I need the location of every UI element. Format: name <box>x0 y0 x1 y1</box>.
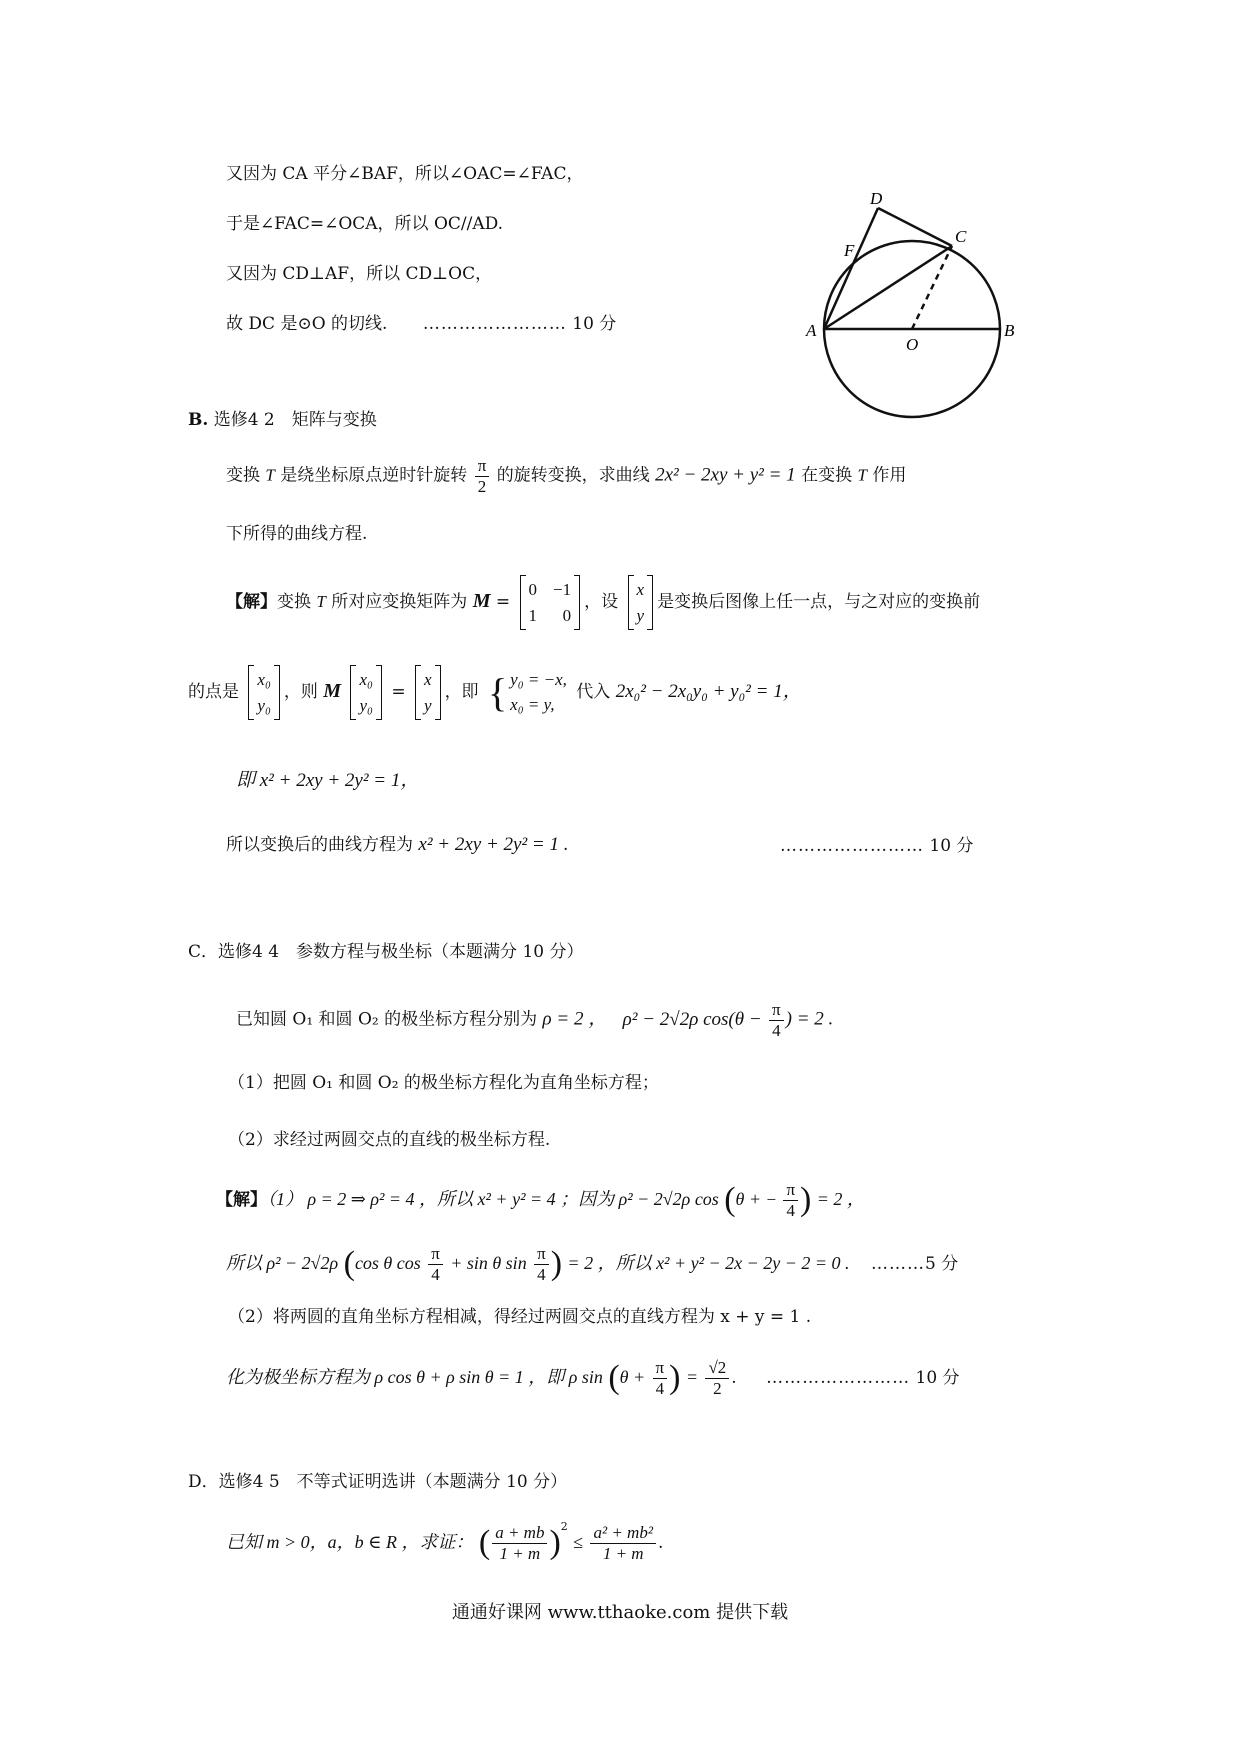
fraction-lhs: $\frac{a + mb}{1 + m}$ <box>492 1523 547 1563</box>
b-sol2-text1: 的点是 <box>188 682 239 702</box>
label-f: F <box>844 241 855 260</box>
b-sol-text1: 变换 <box>277 592 311 612</box>
vector-cell: y₀ <box>257 695 271 715</box>
c-question-2: （2）求经过两圆交点的直线的极坐标方程. <box>228 1130 551 1150</box>
score-a: 10 分 <box>572 314 617 334</box>
b-problem-line2: 下所得的曲线方程. <box>226 524 368 544</box>
c-solution-3: （2）将两圆的直角坐标方程相减，得经过两圆交点的直线方程为 x + y = 1 . <box>228 1307 812 1327</box>
c-solution-2: 所以 ρ² − 2√2ρ (cos θ cos $\frac{\pi}{4}$ + sin θ sin $\frac{\pi}{4}$ ) = 2 ，所以 x² + y² − 2x − 2y − 2 = 0 . ………5 分 <box>226 1244 959 1284</box>
vector-cell: x₀ <box>257 670 271 689</box>
c-eq2-end: ) = 2 . <box>785 1008 834 1030</box>
vector-cell: x <box>424 670 432 689</box>
proof-line-1: 又因为 CA 平分∠BAF，所以∠OAC=∠FAC， <box>226 164 584 184</box>
vector-cell: x₀ <box>359 670 373 689</box>
score-c-part1: 5 分 <box>924 1253 959 1274</box>
section-b-heading <box>188 410 377 430</box>
footer-source: 通通好课网 www.tthaoke.com 提供下载 <box>451 1602 789 1623</box>
section-b-title: 选修4 2 矩阵与变换 <box>213 410 377 430</box>
b-sol2-text3: ，即 <box>444 682 479 702</box>
fraction-pi-4: $\frac{\pi}{4}$ <box>769 1000 784 1040</box>
case-row: y₀ = −x, <box>510 669 567 689</box>
c-solution-tag: 【解】 <box>216 1189 267 1210</box>
c-theta: θ + <box>735 1188 762 1209</box>
matrix-cell: 1 <box>528 605 538 625</box>
label-c: C <box>955 227 967 246</box>
vector-x0y0 <box>248 665 279 720</box>
matrix-m-symbol-2: M <box>323 680 342 702</box>
c-s4-text: 化为极坐标方程为 ρ cos θ + ρ sin θ = 1 ，即 ρ sin <box>226 1366 603 1387</box>
b-sol-text4: 是变换后图像上任一点，与之对应的变换前 <box>657 592 981 612</box>
vector-cell: y <box>636 605 645 625</box>
score-c: 10 分 <box>915 1367 960 1388</box>
b-symbol-t: T <box>265 465 275 485</box>
proof-line-3: 又因为 CD⊥AF，所以 CD⊥OC， <box>226 264 493 284</box>
cases-system: { y₀ = −x, x₀ = y, <box>488 668 567 717</box>
vector-cell: x <box>636 580 645 599</box>
c-s4-end: = <box>685 1366 699 1387</box>
b-problem-post: 在变换 <box>801 465 853 486</box>
c-s2-end: = 2 ，所以 x² + y² − 2x − 2y − 2 = 0 . <box>567 1252 850 1273</box>
fraction-pi-4-d: $\frac{\pi}{4}$ <box>534 1244 549 1284</box>
b-problem-mid2: 的旋转变换，求曲线 <box>496 465 650 486</box>
b-sol2-text2: ，则 <box>283 682 318 702</box>
b-symbol-t3: T <box>316 592 326 611</box>
section-b-problem <box>226 456 906 496</box>
proof-line-4: 故 DC 是⊙O 的切线. …………………… 10 分 <box>226 314 617 334</box>
matrix-cell: 0 <box>528 580 538 599</box>
section-d-heading: D．选修4 5 不等式证明选讲（本题满分 10 分） <box>188 1472 568 1492</box>
c-solution-4: 化为极坐标方程为 ρ cos θ + ρ sin θ = 1 ，即 ρ sin (θ + $\frac{\pi}{4}$ ) = $\frac{√2}{2}$ . …………………… 10 分 <box>226 1358 960 1398</box>
b-curve-eq: 2x² − 2xy + y² = 1 <box>655 464 796 486</box>
c-eq2: ρ² − 2√2ρ cos(θ − <box>622 1008 762 1030</box>
b-sol4-eq: x² + 2xy + 2y² = 1 . <box>418 834 569 855</box>
b-solution-1: 【解】变换 T 所对应变换矩阵为 M = 0 −1 1 0 ，设 x y 是变换后图像上任一点，与之对应的变换前 <box>226 575 980 630</box>
b-solution-3: 即 x² + 2xy + 2y² = 1， <box>236 770 420 791</box>
fraction-pi-4-c: $\frac{\pi}{4}$ <box>428 1244 443 1284</box>
b-symbol-t2: T <box>857 465 867 485</box>
matrix-m <box>520 575 581 630</box>
section-c-heading: C．选修4 4 参数方程与极坐标（本题满分 10 分） <box>188 942 584 962</box>
b-problem-pre: 变换 <box>226 465 260 486</box>
c-s1-text: （1） ρ = 2 ⇒ ρ² = 4 ，所以 x² + y² = 4 ；因为 ρ² − 2√2ρ cos <box>267 1188 719 1209</box>
fraction-pi-4-b: $\frac{\pi}{4}$ <box>783 1180 798 1220</box>
proof-line-2: 于是∠FAC=∠OCA，所以 OC//AD. <box>226 214 504 234</box>
b-sol-text2: 所对应变换矩阵为 <box>331 592 468 612</box>
b-sol2-eq: 2x₀² − 2x₀y₀ + y₀² = 1， <box>615 681 802 702</box>
label-d: D <box>870 190 883 208</box>
score-b: 10 分 <box>929 836 974 856</box>
matrix-cell: 0 <box>562 605 572 625</box>
proof-conclusion: 故 DC 是⊙O 的切线. <box>226 314 388 334</box>
b-sol2-text4: 代入 <box>576 682 611 702</box>
fraction-rhs: $\frac{\text{a² + mb²}}{1 + m}$ <box>590 1523 655 1563</box>
circle-tangent-figure <box>800 190 1040 420</box>
vector-x0y0-2 <box>350 665 381 720</box>
c-problem-text: 已知圆 O₁ 和圆 O₂ 的极坐标方程分别为 <box>236 1009 538 1030</box>
vector-cell: y <box>424 695 432 715</box>
b-solution-tag: 【解】 <box>226 592 277 612</box>
c-s4-mid: θ + <box>619 1366 646 1387</box>
fraction-sqrt2-2: $\frac{√2}{2}$ <box>705 1358 729 1398</box>
c-question-1: （1）把圆 O₁ 和圆 O₂ 的极坐标方程化为直角坐标方程； <box>228 1073 659 1093</box>
d-problem: 已知 m > 0，a，b ∈ R ，求证： ( $\frac{a + mb}{1 + m}$ )$^2$ ≤ $\frac{\text{a² + mb²}}{1 + m}$ . <box>226 1520 664 1563</box>
vector-xy-2 <box>415 665 441 720</box>
c-s2-mid2: + sin θ sin <box>450 1252 527 1273</box>
matrix-m-symbol: M <box>472 590 491 612</box>
matrix-cell: −1 <box>553 580 572 599</box>
c-solution-1: 【解】（1） ρ = 2 ⇒ ρ² = 4 ，所以 x² + y² = 4 ；因为 ρ² − 2√2ρ cos (θ + − $\frac{\pi}{4}$ ) = 2 ， <box>216 1180 865 1220</box>
d-problem-text: 已知 m > 0，a，b ∈ R ，求证： <box>226 1532 474 1552</box>
label-o: O <box>906 335 919 354</box>
fraction-pi-4-e: $\frac{\pi}{4}$ <box>653 1358 668 1398</box>
c-s2-text: 所以 ρ² − 2√2ρ <box>226 1252 339 1273</box>
b-problem-post2: 作用 <box>872 465 907 486</box>
b-solution-2: 的点是 x₀ y₀ ，则 M x₀ y₀ = x y ，即 { y₀ = −x, x₀ = y, 代入 2x₀² − 2x₀y₀ + y₀² = 1， <box>188 665 802 720</box>
label-b: B <box>1004 321 1015 340</box>
b-sol4-text: 所以变换后的曲线方程为 <box>226 835 413 855</box>
b-sol-text3: ，设 <box>584 592 619 612</box>
c-eq1: ρ = 2 ， <box>542 1008 608 1030</box>
case-row: x₀ = y, <box>510 694 555 714</box>
b-problem-mid: 是绕坐标原点逆时针旋转 <box>280 465 468 486</box>
b-solution-4 <box>226 834 569 857</box>
vector-xy <box>628 575 654 630</box>
c-s2-mid: cos θ cos <box>354 1252 421 1273</box>
section-b-label: B. <box>188 410 209 430</box>
c-problem <box>236 1000 833 1040</box>
c-s1-end: = 2 ， <box>816 1188 865 1209</box>
fraction-pi-2: $\frac{\pi}{2}$ <box>475 456 490 496</box>
b-score: …………………… 10 分 <box>780 836 974 856</box>
vector-cell: y₀ <box>359 695 373 715</box>
label-a: A <box>806 321 817 340</box>
